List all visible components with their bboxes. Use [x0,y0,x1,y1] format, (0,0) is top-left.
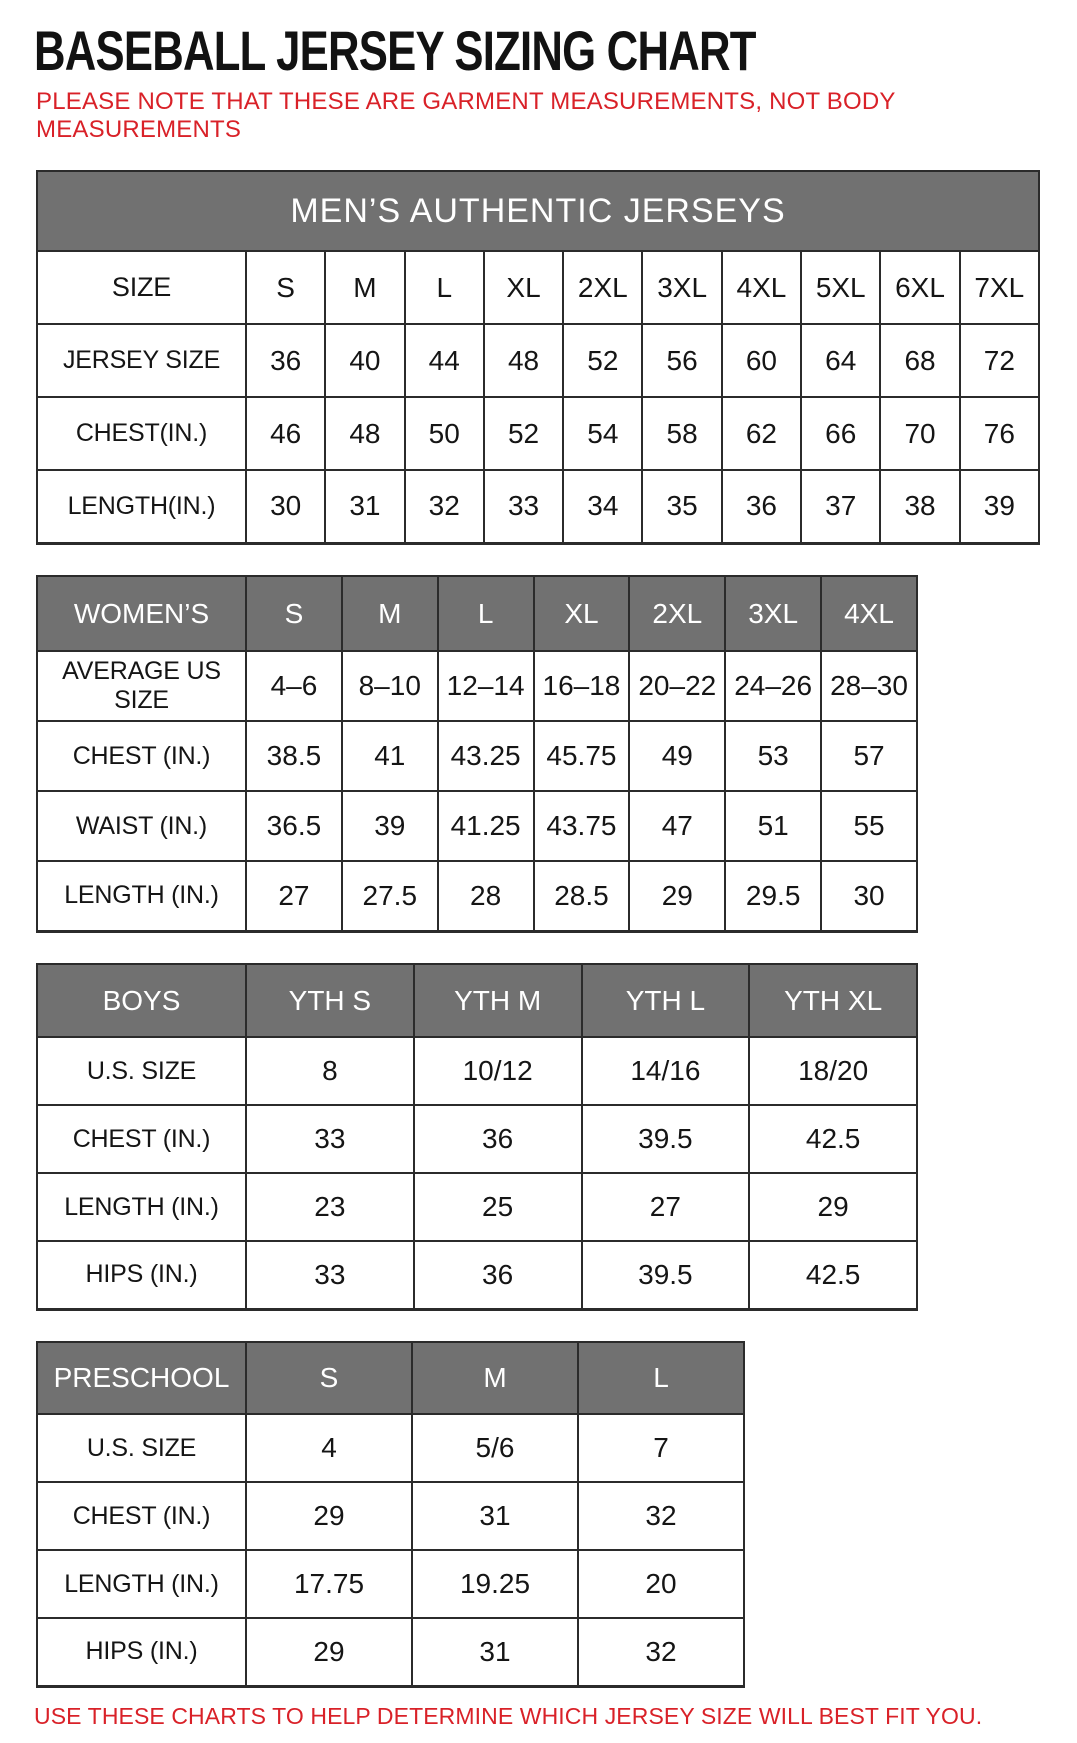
size-value-cell: 20 [578,1550,744,1618]
row-label: JERSEY SIZE [37,324,246,397]
size-value-cell: 31 [412,1618,578,1686]
size-value-cell: 16–18 [534,651,630,721]
size-value-cell: 29 [246,1618,412,1686]
table-header: BOYS [37,964,246,1037]
size-value-cell: 32 [578,1618,744,1686]
size-value-cell: 29 [629,861,725,931]
size-value-cell: 52 [484,397,563,470]
size-value-cell: 4 [246,1414,412,1482]
table-row [37,651,917,721]
size-value-cell: 31 [412,1482,578,1550]
size-value-cell: 41.25 [438,791,534,861]
size-value-cell: 7 [578,1414,744,1482]
size-value-cell: 45.75 [534,721,630,791]
size-value-cell: 27 [246,861,342,931]
row-label: SIZE [37,251,246,324]
size-column-header: M [412,1342,578,1414]
page-title: BASEBALL JERSEY SIZING CHART [34,19,756,82]
size-value-cell: 2XL [563,251,642,324]
table-row [37,324,1039,397]
size-column-header: M [342,576,438,651]
size-value-cell: 55 [821,791,917,861]
womens-sizing-table [36,575,918,933]
size-value-cell: 12–14 [438,651,534,721]
size-value-cell: 51 [725,791,821,861]
size-value-cell: 35 [642,470,721,543]
size-value-cell: 14/16 [582,1037,750,1105]
size-value-cell: 36.5 [246,791,342,861]
size-value-cell: 49 [629,721,725,791]
size-value-cell: 64 [801,324,880,397]
size-value-cell: 39.5 [582,1241,750,1309]
size-column-header: L [438,576,534,651]
size-value-cell: 48 [484,324,563,397]
size-value-cell: 31 [325,470,404,543]
size-column-header: 2XL [629,576,725,651]
size-column-header: YTH L [582,964,750,1037]
footer-advice-text: USE THESE CHARTS TO HELP DETERMINE WHICH JERSEY SIZE WILL BEST FIT YOU. [34,1703,983,1729]
size-value-cell: 39.5 [582,1105,750,1173]
size-value-cell: 42.5 [749,1105,917,1173]
size-value-cell: 48 [325,397,404,470]
size-value-cell: 25 [414,1173,582,1241]
size-value-cell: 76 [960,397,1039,470]
size-column-header: YTH XL [749,964,917,1037]
size-value-cell: 33 [246,1105,414,1173]
size-value-cell: 56 [642,324,721,397]
table-row [37,251,1039,324]
size-value-cell: 4–6 [246,651,342,721]
size-value-cell: 37 [801,470,880,543]
size-value-cell: 20–22 [629,651,725,721]
size-value-cell: 17.75 [246,1550,412,1618]
size-value-cell: 43.25 [438,721,534,791]
table-header: WOMEN’S [37,576,246,651]
size-value-cell: 47 [629,791,725,861]
size-value-cell: XL [484,251,563,324]
size-value-cell: 60 [722,324,801,397]
size-value-cell: 66 [801,397,880,470]
size-value-cell: 36 [414,1241,582,1309]
row-label: CHEST(IN.) [37,397,246,470]
row-label: AVERAGE US SIZE [37,651,246,721]
sizing-table [36,963,918,1311]
sizing-table [36,1341,745,1688]
size-value-cell: 42.5 [749,1241,917,1309]
size-value-cell: 29 [246,1482,412,1550]
size-column-header: 4XL [821,576,917,651]
table-row [37,1482,744,1550]
size-value-cell: 72 [960,324,1039,397]
size-value-cell: 40 [325,324,404,397]
size-value-cell: 54 [563,397,642,470]
size-value-cell: 70 [880,397,959,470]
size-value-cell: 5XL [801,251,880,324]
size-value-cell: 33 [484,470,563,543]
size-value-cell: 27.5 [342,861,438,931]
boys-sizing-table [36,963,918,1311]
table-row [37,791,917,861]
size-value-cell: 53 [725,721,821,791]
size-value-cell: 36 [414,1105,582,1173]
size-value-cell: 4XL [722,251,801,324]
size-value-cell: 3XL [642,251,721,324]
size-value-cell: 29 [749,1173,917,1241]
size-column-header: YTH S [246,964,414,1037]
size-value-cell: 32 [578,1482,744,1550]
size-column-header: YTH M [414,964,582,1037]
size-value-cell: 28.5 [534,861,630,931]
size-value-cell: 7XL [960,251,1039,324]
size-value-cell: 62 [722,397,801,470]
size-value-cell: 39 [960,470,1039,543]
size-value-cell: 57 [821,721,917,791]
size-value-cell: 36 [246,324,325,397]
row-label: LENGTH (IN.) [37,1550,246,1618]
size-value-cell: M [325,251,404,324]
row-label: WAIST (IN.) [37,791,246,861]
row-label: LENGTH (IN.) [37,861,246,931]
row-label: HIPS (IN.) [37,1241,246,1309]
size-value-cell: 18/20 [749,1037,917,1105]
preschool-sizing-table [36,1341,745,1688]
table-row [37,1173,917,1241]
size-value-cell: 24–26 [725,651,821,721]
size-value-cell: S [246,251,325,324]
row-label: CHEST (IN.) [37,721,246,791]
table-row [37,470,1039,543]
row-label: U.S. SIZE [37,1037,246,1105]
size-value-cell: 5/6 [412,1414,578,1482]
size-value-cell: 44 [405,324,484,397]
row-label: LENGTH (IN.) [37,1173,246,1241]
row-label: HIPS (IN.) [37,1618,246,1686]
table-row [37,1550,744,1618]
row-label: U.S. SIZE [37,1414,246,1482]
table-row [37,1037,917,1105]
size-column-header: 3XL [725,576,821,651]
size-value-cell: 28 [438,861,534,931]
size-value-cell: L [405,251,484,324]
size-value-cell: 38 [880,470,959,543]
size-value-cell: 8 [246,1037,414,1105]
size-value-cell: 30 [821,861,917,931]
table-row [37,397,1039,470]
size-value-cell: 8–10 [342,651,438,721]
size-value-cell: 27 [582,1173,750,1241]
size-value-cell: 29.5 [725,861,821,931]
size-value-cell: 28–30 [821,651,917,721]
table-row [37,1105,917,1173]
row-label: LENGTH(IN.) [37,470,246,543]
size-value-cell: 58 [642,397,721,470]
size-value-cell: 33 [246,1241,414,1309]
size-value-cell: 34 [563,470,642,543]
size-column-header: S [246,1342,412,1414]
size-value-cell: 50 [405,397,484,470]
size-value-cell: 68 [880,324,959,397]
table-row [37,721,917,791]
table-row [37,1241,917,1309]
table-row [37,1414,744,1482]
size-column-header: XL [534,576,630,651]
table-row [37,861,917,931]
size-value-cell: 6XL [880,251,959,324]
size-value-cell: 30 [246,470,325,543]
sizing-table [36,170,1040,545]
table-row [37,1618,744,1686]
size-value-cell: 46 [246,397,325,470]
size-value-cell: 32 [405,470,484,543]
size-value-cell: 36 [722,470,801,543]
size-value-cell: 10/12 [414,1037,582,1105]
size-value-cell: 43.75 [534,791,630,861]
size-value-cell: 38.5 [246,721,342,791]
garment-measurement-note: PLEASE NOTE THAT THESE ARE GARMENT MEASUREMENTS, NOT BODY MEASUREMENTS [36,88,896,143]
sizing-table [36,575,918,933]
row-label: CHEST (IN.) [37,1482,246,1550]
mens-sizing-table [36,170,1040,545]
size-column-header: S [246,576,342,651]
size-value-cell: 52 [563,324,642,397]
size-value-cell: 39 [342,791,438,861]
size-column-header: L [578,1342,744,1414]
size-value-cell: 19.25 [412,1550,578,1618]
size-value-cell: 23 [246,1173,414,1241]
table-header: MEN’S AUTHENTIC JERSEYS [37,171,1039,251]
table-header: PRESCHOOL [37,1342,246,1414]
row-label: CHEST (IN.) [37,1105,246,1173]
size-value-cell: 41 [342,721,438,791]
